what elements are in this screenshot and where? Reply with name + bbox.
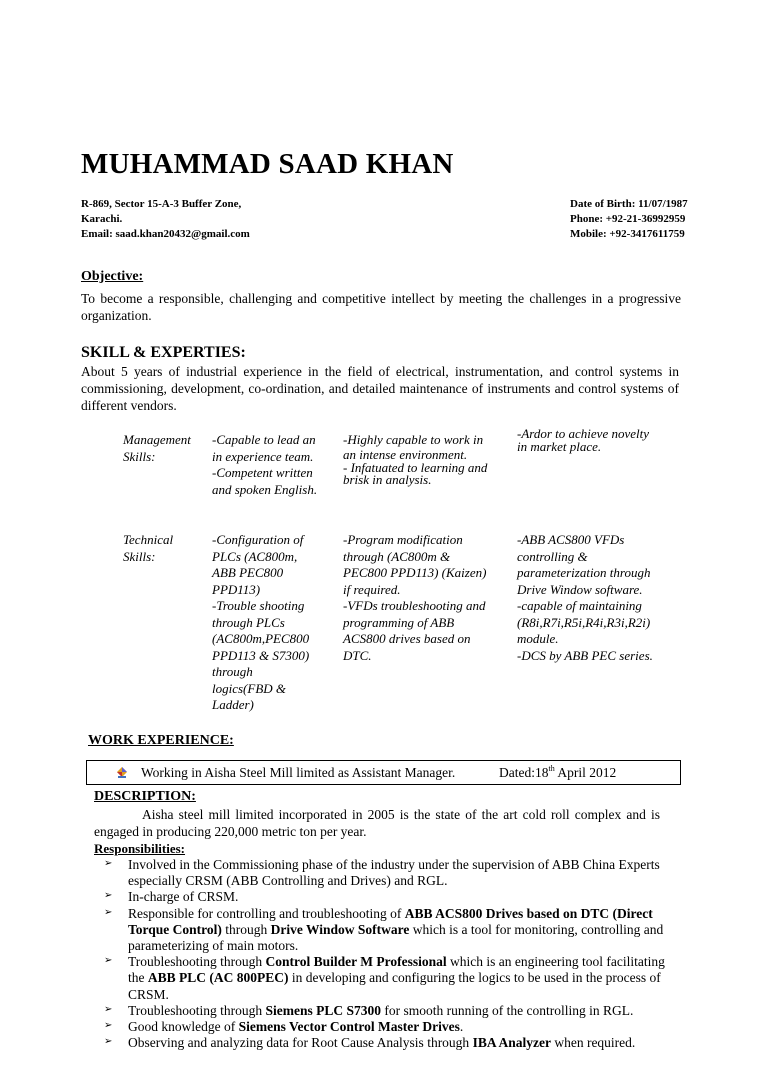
skill-line: brisk in analysis. [343, 472, 432, 487]
resp-bold: IBA Analyzer [472, 1035, 551, 1051]
skill-line: -Configuration of [212, 532, 304, 547]
skill-line: parameterization through [517, 565, 651, 580]
management-col-2 [343, 432, 487, 486]
skill-line: if required. [343, 581, 401, 597]
email: Email: saad.khan20432@gmail.com [81, 228, 250, 240]
list-item [101, 857, 681, 889]
objective-heading: Objective: [81, 269, 144, 284]
list-item [101, 1019, 681, 1035]
resp-text: In-charge of CRSM. [128, 889, 239, 905]
work-position: Working in Aisha Steel Mill limited as Assistant Manager. [141, 765, 456, 780]
resp-text: which is a tool for monitoring, controlling and parameterizing of main motors. [128, 921, 664, 954]
skills-summary: About 5 years of industrial experience in the field of electrical, instrumentation, and control systems in commissioning, development, co-ordination, and detailed maintenance of instruments and control systems of different vendors. [81, 364, 679, 413]
resp-text: for smooth running of the controlling in RGL. [381, 1002, 634, 1018]
list-item [101, 889, 681, 905]
skill-line: -DCS by ABB PEC series. [517, 647, 653, 663]
candidate-name: MUHAMMAD SAAD KHAN [81, 148, 454, 180]
address-line-1: R-869, Sector 15-A-3 Buffer Zone, [81, 198, 242, 210]
skill-line: in market place. [517, 439, 602, 454]
date-of-birth: Date of Birth: 11/07/1987 [570, 198, 688, 210]
technical-label [123, 532, 173, 565]
technical-col-2 [343, 532, 486, 664]
management-label [123, 432, 191, 465]
resp-text: Troubleshooting through [128, 1002, 266, 1018]
skill-line: PEC800 PPD113) (Kaizen) [343, 565, 487, 580]
skill-line: -ABB ACS800 VFDs [517, 532, 625, 547]
skill-line: -Program modification [343, 532, 463, 547]
skills-heading: SKILL & EXPERTIES: [81, 344, 246, 361]
skill-line: through [212, 664, 253, 679]
arrow-bullet-icon: ➢ [104, 906, 113, 918]
contact-left-block [81, 197, 250, 242]
skill-line: -capable of maintaining [517, 598, 642, 613]
skill-line: in experience team. [212, 448, 314, 464]
resp-text: Troubleshooting through [128, 954, 266, 970]
resp-text: . [459, 1019, 464, 1035]
resp-text: through [221, 921, 271, 937]
mobile: Mobile: +92-3417611759 [570, 228, 685, 240]
skill-line: PLCs (AC800m, [212, 548, 298, 564]
objective-text: To become a responsible, challenging and competitive intellect by meeting the challenges in a progressive organization. [81, 291, 681, 323]
resp-bold: ABB PLC (AC 800PEC) [147, 970, 289, 986]
skill-line: ACS800 drives based on [343, 631, 471, 646]
description-text: Aisha steel mill limited incorporated in 2005 is the state of the art cold roll complex and is engaged in producing 220,000 metric ton per year. [94, 807, 660, 839]
resp-text: Good knowledge of [128, 1019, 239, 1035]
resp-text: Involved in the Commissioning phase of the industry under the supervision of ABB China Experts especially CRSM (ABB Controlling and Drives) and RGL. [128, 857, 660, 889]
resp-text: in developing and configuring the logics to be used in the process of CRSM. [128, 970, 661, 1002]
skill-line: PPD113) [212, 581, 261, 597]
skill-line: -Competent written [212, 465, 313, 480]
skill-line: controlling & [517, 548, 588, 564]
skill-line: -VFDs troubleshooting and [343, 598, 486, 613]
technical-col-1 [212, 532, 309, 714]
resp-text: when required. [550, 1035, 636, 1051]
arrow-bullet-icon: ➢ [104, 1036, 113, 1048]
responsibilities-list [101, 857, 681, 1051]
work-position-box [86, 760, 681, 785]
list-item [101, 1035, 681, 1051]
skill-line: -Highly capable to work in [343, 432, 484, 447]
phone: Phone: +92-21-36992959 [570, 213, 686, 225]
skill-line: Drive Window software. [517, 581, 643, 597]
work-date-month-year: April 2012 [554, 765, 617, 780]
management-col-3 [517, 427, 649, 453]
skill-line: - Infatuated to learning and [343, 460, 488, 475]
arrow-bullet-icon: ➢ [104, 890, 113, 902]
work-date-suffix-ordinal: th [548, 764, 555, 773]
technical-label-line: Skills: [123, 548, 156, 564]
resp-bold: Siemens PLC S7300 [265, 1002, 382, 1018]
work-date-prefix: Dated:18 [499, 765, 549, 780]
skill-line: DTC. [343, 647, 372, 663]
management-label-line: Skills: [123, 448, 156, 464]
skill-line: PPD113 & S7300) [212, 647, 310, 663]
resp-bold: Drive Window Software [270, 921, 410, 937]
resp-text: which is an engineering tool facilitating the [128, 954, 665, 986]
arrow-bullet-icon: ➢ [104, 858, 113, 869]
resp-bold: Control Builder M Professional [265, 954, 447, 970]
skill-line: ABB PEC800 [212, 565, 284, 580]
skill-line: through PLCs [212, 614, 285, 630]
resp-text: Responsible for controlling and troubleshooting of [128, 905, 405, 921]
description-heading: DESCRIPTION: [94, 789, 196, 804]
resp-bold: Siemens Vector Control Master Drives [238, 1019, 460, 1035]
resp-bold: ABB ACS800 Drives based on DTC (Direct Torque Control) [128, 905, 653, 937]
list-item [101, 906, 681, 955]
arrow-bullet-icon: ➢ [104, 1020, 113, 1032]
resp-text: Observing and analyzing data for Root Cause Analysis through [128, 1035, 473, 1051]
skill-line: Ladder) [212, 697, 254, 712]
work-experience-heading: WORK EXPERIENCE: [88, 733, 234, 748]
technical-label-line: Technical [123, 532, 174, 547]
arrow-bullet-icon: ➢ [104, 1003, 113, 1015]
skill-line: -Ardor to achieve novelty [517, 426, 649, 441]
skill-line: -Capable to lead an [212, 432, 316, 447]
technical-col-3 [517, 532, 653, 664]
contact-right-block [570, 197, 688, 242]
skill-line: an intense environment. [343, 447, 468, 462]
skill-line: module. [517, 631, 559, 646]
skill-line: -Trouble shooting [212, 598, 305, 613]
management-col-1 [212, 432, 317, 498]
list-item [101, 1003, 681, 1019]
skill-line: and spoken English. [212, 481, 318, 497]
list-item [101, 954, 681, 1003]
address-line-2: Karachi. [81, 213, 123, 225]
skill-line: programming of ABB [343, 614, 455, 630]
responsibilities-heading: Responsibilities: [94, 841, 186, 856]
work-bullet-icon [115, 766, 129, 779]
skill-line: through (AC800m & [343, 548, 451, 564]
arrow-bullet-icon: ➢ [104, 955, 113, 967]
skill-line: logics(FBD & [212, 680, 287, 696]
management-label-line: Management [123, 432, 191, 447]
skill-line: (R8i,R7i,R5i,R4i,R3i,R2i) [517, 614, 651, 630]
work-date [499, 765, 616, 781]
skill-line: (AC800m,PEC800 [212, 631, 310, 646]
